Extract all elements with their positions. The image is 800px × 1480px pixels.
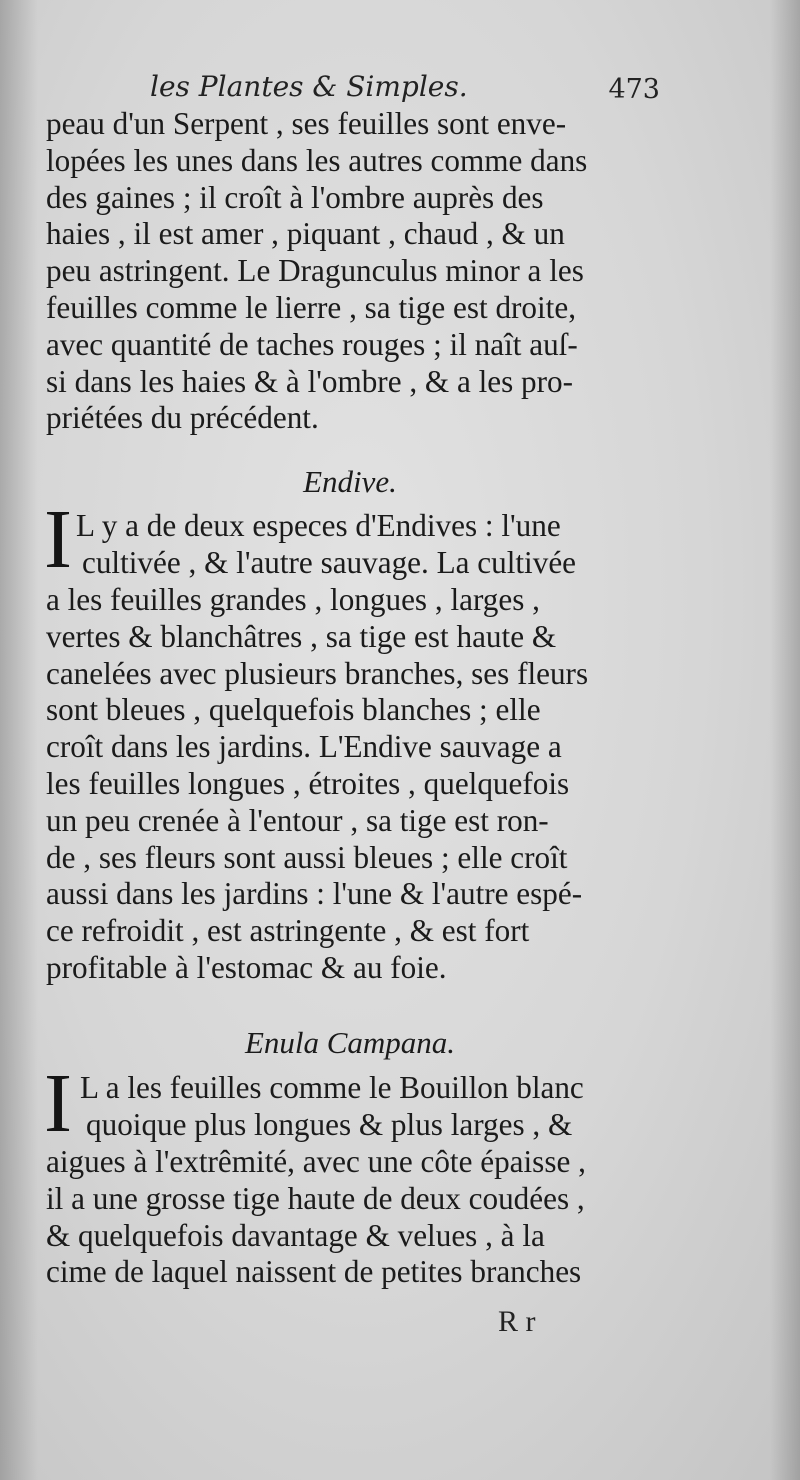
section-heading-endive: Endive.: [303, 464, 397, 499]
text-line: aussi dans les jardins : l'une & l'autre espé-: [46, 876, 583, 912]
catchword: R r: [498, 1305, 536, 1338]
text-line: peu astringent. Le Dragunculus minor a les: [46, 253, 584, 289]
endive-lines-indented: [76, 508, 654, 582]
text-line: lopées les unes dans les autres comme dans: [46, 142, 588, 178]
text-line: des gaines ; il croît à l'ombre auprès des: [46, 179, 544, 215]
text-line: a les feuilles grandes , longues , larges ,: [46, 582, 540, 617]
running-title: les Plantes & Simples.: [150, 70, 468, 103]
text-line: croît dans les jardins. L'Endive sauvage a: [46, 729, 562, 765]
text-line: L y a de deux especes d'Endives : l'une: [76, 508, 561, 543]
text-line: vertes & blanchâtres , sa tige est haute &: [46, 618, 557, 654]
enula-lines-indented: [80, 1070, 654, 1144]
text-line: si dans les haies & à l'ombre , & a les pro-: [46, 363, 574, 399]
text-line: feuilles comme le lierre , sa tige est droite,: [46, 289, 576, 325]
drop-cap: I: [44, 1057, 72, 1150]
page-number: 473: [608, 74, 660, 105]
text-line: sont bleues , quelquefois blanches ; elle: [46, 692, 541, 728]
text-line: cultivée , & l'autre sauvage. La cultivée: [82, 544, 577, 580]
enula-paragraph: [46, 1144, 654, 1291]
page-header: [150, 70, 660, 110]
page-edge-shadow: [770, 0, 800, 1480]
text-line: de , ses fleurs sont aussi bleues ; elle croît: [46, 839, 568, 875]
text-line: peau d'un Serpent , ses feuilles sont enve-: [46, 106, 567, 141]
text-line: canelées avec plusieurs branches, ses fleurs: [46, 655, 589, 691]
section-heading-enula-campana: Enula Campana.: [244, 1025, 456, 1060]
text-line: avec quantité de taches rouges ; il naît auſ-: [46, 326, 578, 362]
text-line: quoique plus longues & plus larges , &: [86, 1106, 573, 1142]
text-line: L a les feuilles comme le Bouillon blanc: [80, 1070, 584, 1105]
text-line: priétées du précédent.: [46, 400, 319, 436]
text-line: profitable à l'estomac & au foie.: [46, 949, 447, 985]
drop-cap: I: [44, 493, 72, 586]
page-gutter-shadow: [0, 0, 38, 1480]
text-line: & quelquefois davantage & velues , à la: [46, 1217, 545, 1253]
text-line: aigues à l'extrêmité, avec une côte épaisse ,: [46, 1144, 586, 1179]
endive-paragraph: [46, 582, 654, 987]
text-line: un peu crenée à l'entour , sa tige est ron-: [46, 802, 549, 838]
text-line: ce refroidit , est astringente , & est fort: [46, 913, 530, 949]
text-line: cime de laquel naissent de petites branches: [46, 1254, 582, 1290]
text-line: les feuilles longues , étroites , quelquefois: [46, 765, 570, 801]
text-line: haies , il est amer , piquant , chaud , & un: [46, 216, 565, 252]
paragraph-dragunculus: [46, 106, 654, 437]
text-line: il a une grosse tige haute de deux coudées ,: [46, 1180, 585, 1216]
